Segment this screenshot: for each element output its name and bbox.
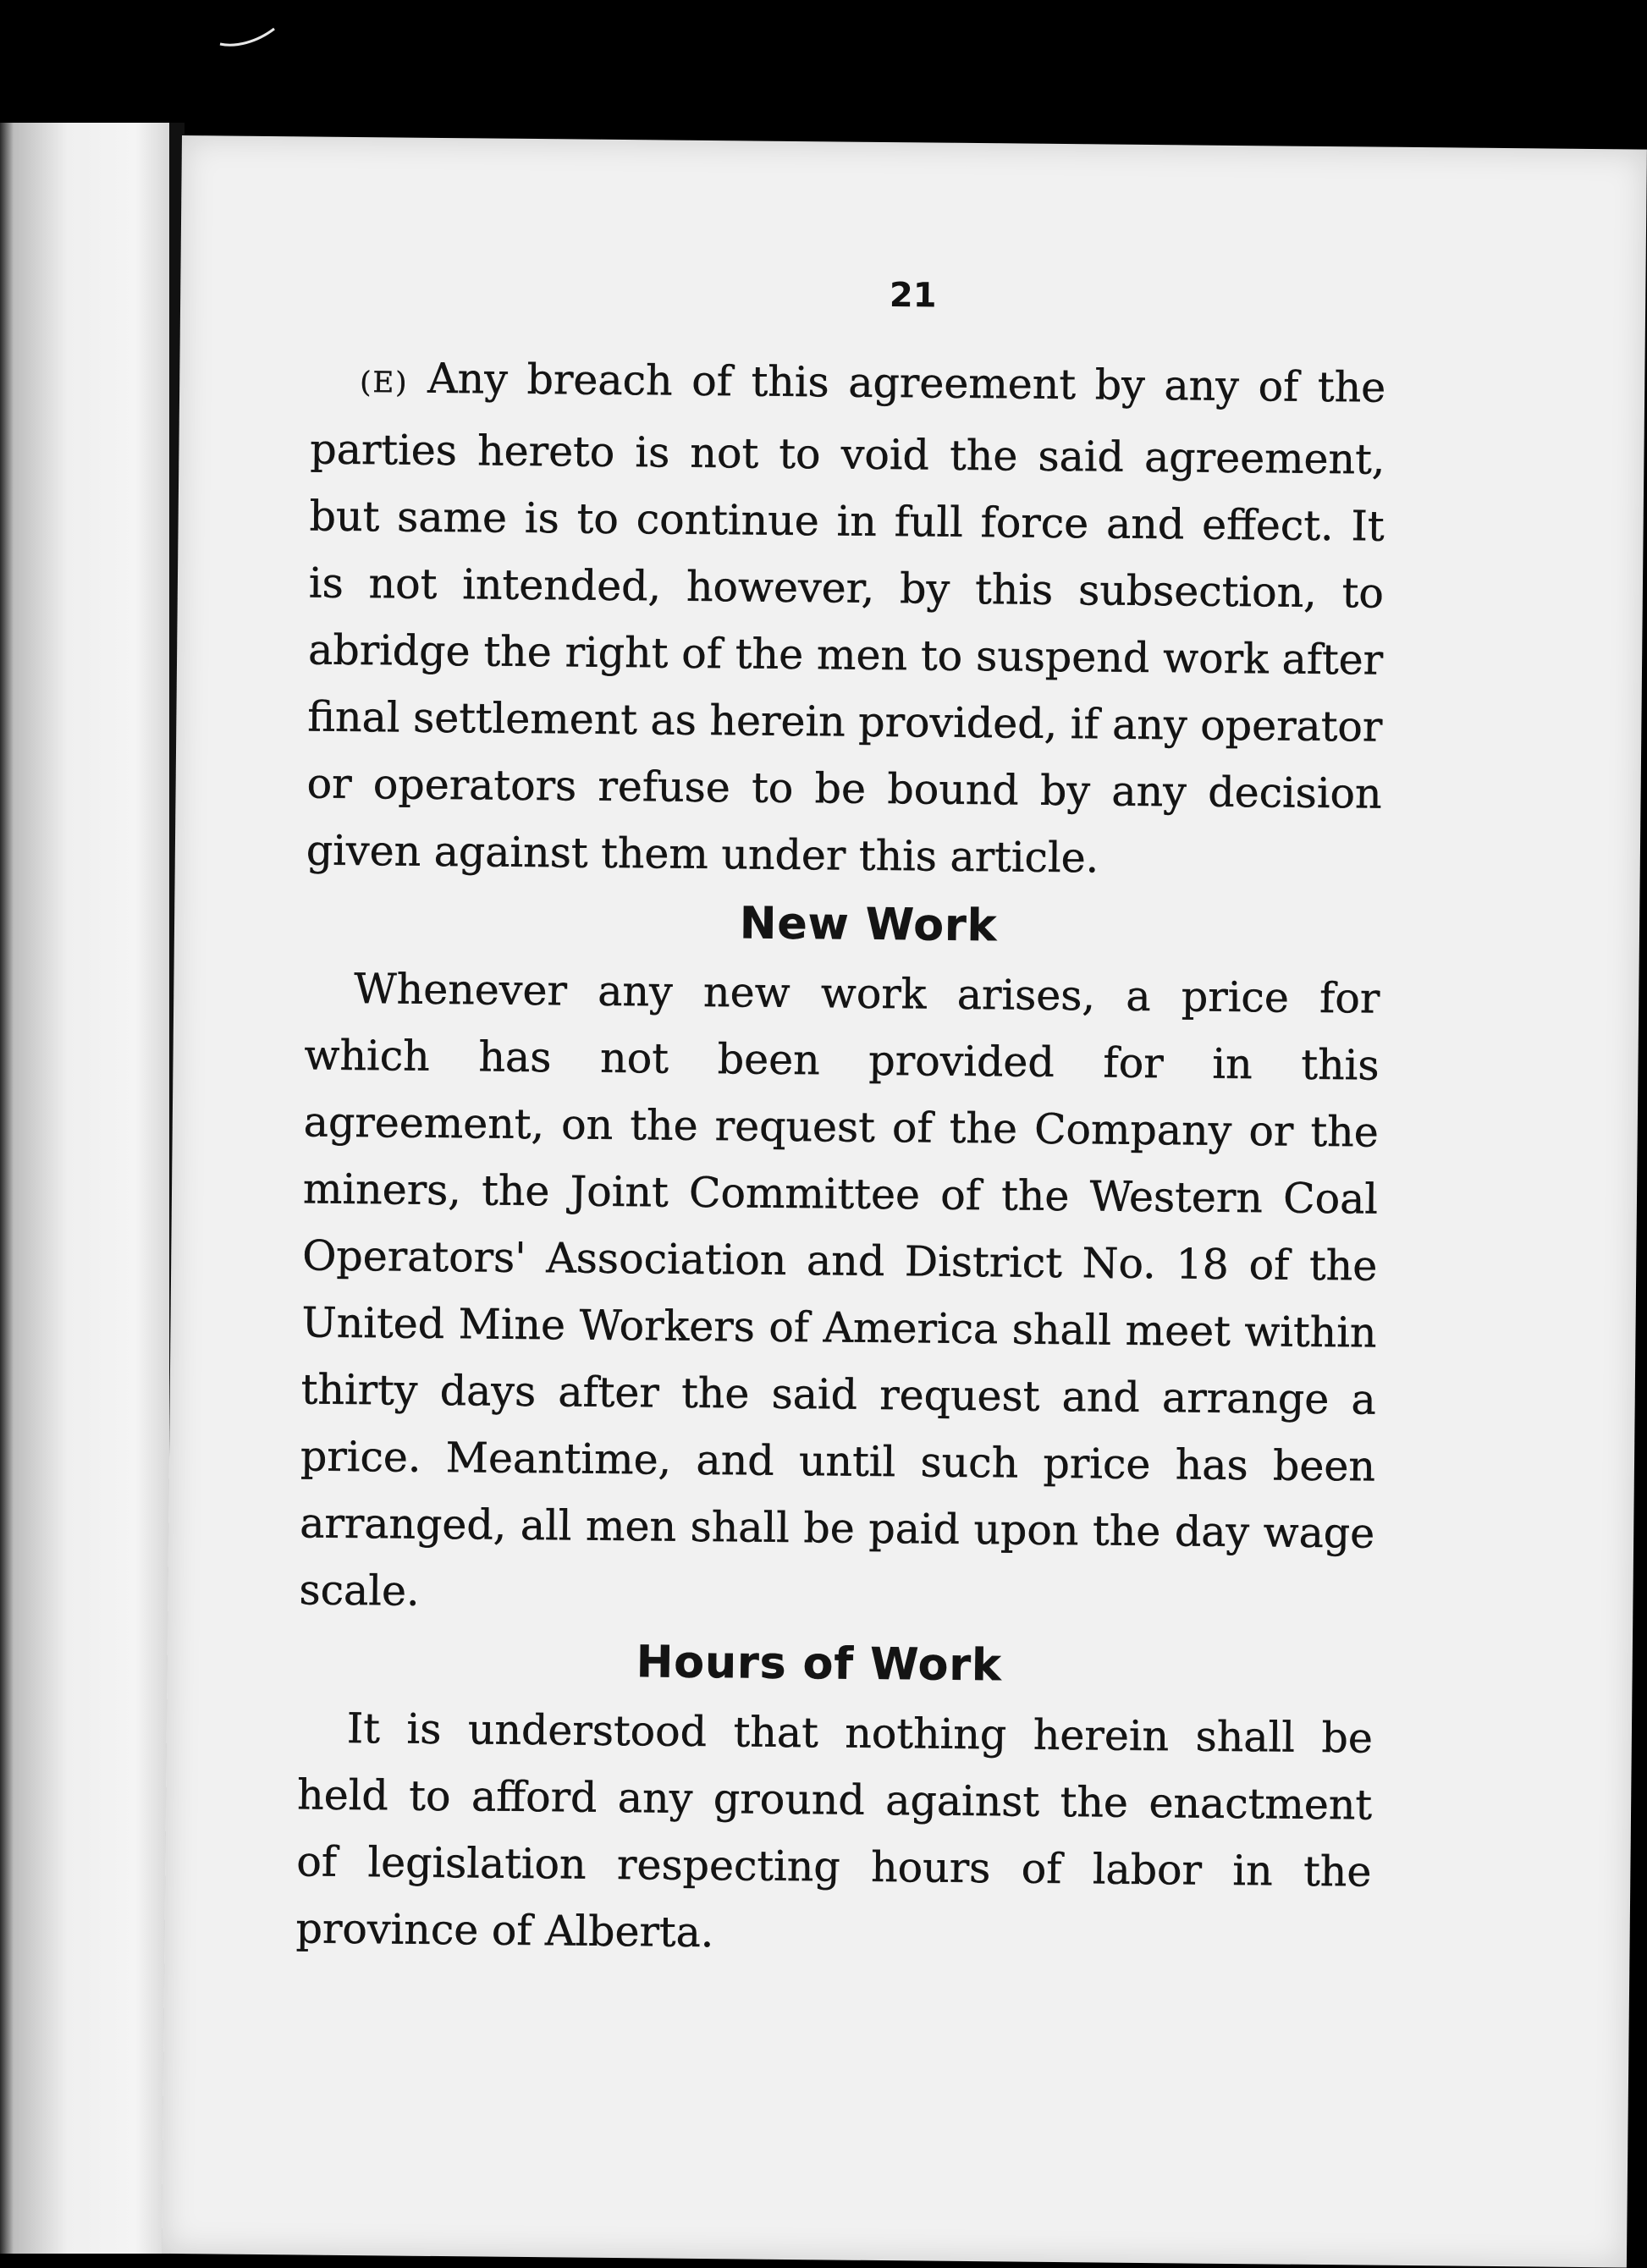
page-number: 21 xyxy=(889,276,937,316)
scan-mark xyxy=(218,25,278,49)
book-page xyxy=(162,135,1647,2268)
heading-hours-of-work: Hours of Work xyxy=(636,1637,1002,1692)
heading-new-work: New Work xyxy=(739,898,998,952)
paragraph-e xyxy=(306,344,1386,894)
paragraph-hours-of-work: It is understood that nothing herein shall be held to afford any ground against the enactment of legislation respecting hours of labor in the province of Alberta. xyxy=(295,1704,1374,1957)
paragraph-new-work: Whenever any new work arises, a price for which has not been provided for in this agreement, on the request of the Company or the miners, the Joint Committee of the Western Coal Operators' Association and District No. 18 of the United Mine Workers of America shall meet within thirty days after the said request and arrange a price. Meantime, and until such price has been arranged, all men shall be paid upon the day wage scale. xyxy=(299,964,1380,1616)
page-body xyxy=(295,344,1385,1972)
paragraph-e-text: Any breach of this agreement by any of the parties hereto is not to void the said agreement, but same is to continue in full force and effect. It is not intended, however, by this subsection, to abridge the right of the men to suspend work after final settlement as herein provided, if any operator or operators refuse to be bound by any decision given against them under this article. xyxy=(306,354,1386,883)
facing-page-edge xyxy=(0,123,169,2254)
subsection-label: (E) xyxy=(360,366,409,400)
